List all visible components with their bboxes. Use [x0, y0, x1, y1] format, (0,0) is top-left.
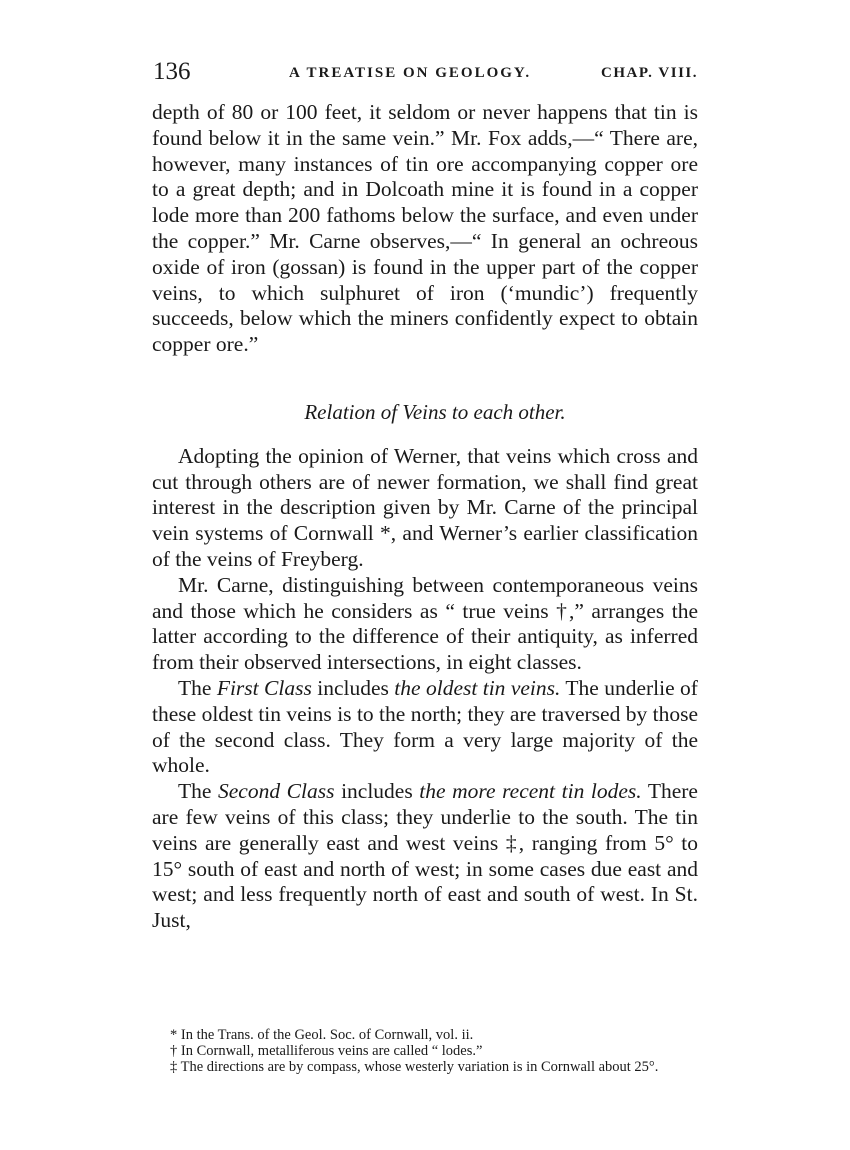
page-number: 136	[153, 58, 191, 85]
paragraph-werner: Adopting the opinion of Werner, that veins which cross and cut through others are of newer formation, we shall find great interest in the description given by Mr. Carne of the principal vein systems of Cornwall *, and Werner’s earlier classification of the veins of Freyberg.	[152, 443, 698, 571]
body-text	[152, 100, 698, 934]
running-header	[153, 58, 698, 92]
paragraph-first-class	[152, 676, 698, 779]
paragraph-second-class	[152, 779, 698, 934]
footnotes	[152, 1027, 698, 1075]
section-heading: Relation of Veins to each other.	[304, 399, 566, 424]
text-run: The	[178, 675, 217, 700]
running-title: A TREATISE ON GEOLOGY.	[289, 65, 532, 81]
text-run: The underlie of these oldest tin veins is to the north; they are traversed by those of the second class. They form a very large majority of the whole.	[152, 675, 698, 778]
class-name-second: Second Class	[218, 779, 335, 804]
text-run: The	[178, 779, 219, 804]
text-run: There are few veins of this class; they underlie to the south. The tin veins are generally east and west veins ‡, ranging from 5° to 15° south of east and north of west; in some cases due east and west; and less frequently north of east and south of west. In St. Just,	[152, 779, 698, 933]
footnote-dagger: † In Cornwall, metalliferous veins are called “ lodes.”	[170, 1043, 483, 1059]
class-name-first: First Class	[216, 675, 312, 700]
chapter-label: CHAP. VIII.	[601, 65, 698, 81]
text-run: includes	[311, 675, 395, 700]
class-description-second: the more recent tin lodes.	[419, 779, 642, 804]
footnote-star: * In the Trans. of the Geol. Soc. of Cornwall, vol. ii.	[170, 1027, 474, 1043]
text-run: includes	[334, 779, 420, 804]
footnote-double-dagger: ‡ The directions are by compass, whose westerly variation is in Cornwall about 25°.	[170, 1059, 659, 1075]
class-description-first: the oldest tin veins.	[394, 675, 561, 700]
paragraph-carne-classes: Mr. Carne, distinguishing between contemporaneous veins and those which he considers as “ true veins †,” arranges the latter according to the difference of their antiquity, as inferred from their observed intersections, in eight classes.	[152, 572, 698, 675]
paragraph-continuation: depth of 80 or 100 feet, it seldom or never happens that tin is found below it in the same vein.” Mr. Fox adds,—“ There are, however, many instances of tin ore accompanying copper ore to a great depth; and in Dolcoath mine it is found in a copper lode more than 200 fathoms below the surface, and even under the copper.” Mr. Carne observes,—“ In general an ochreous oxide of iron (gossan) is found in the upper part of the copper veins, to which sulphuret of iron (‘mundic’) frequently succeeds, below which the miners confidently expect to obtain copper ore.”	[152, 100, 698, 357]
